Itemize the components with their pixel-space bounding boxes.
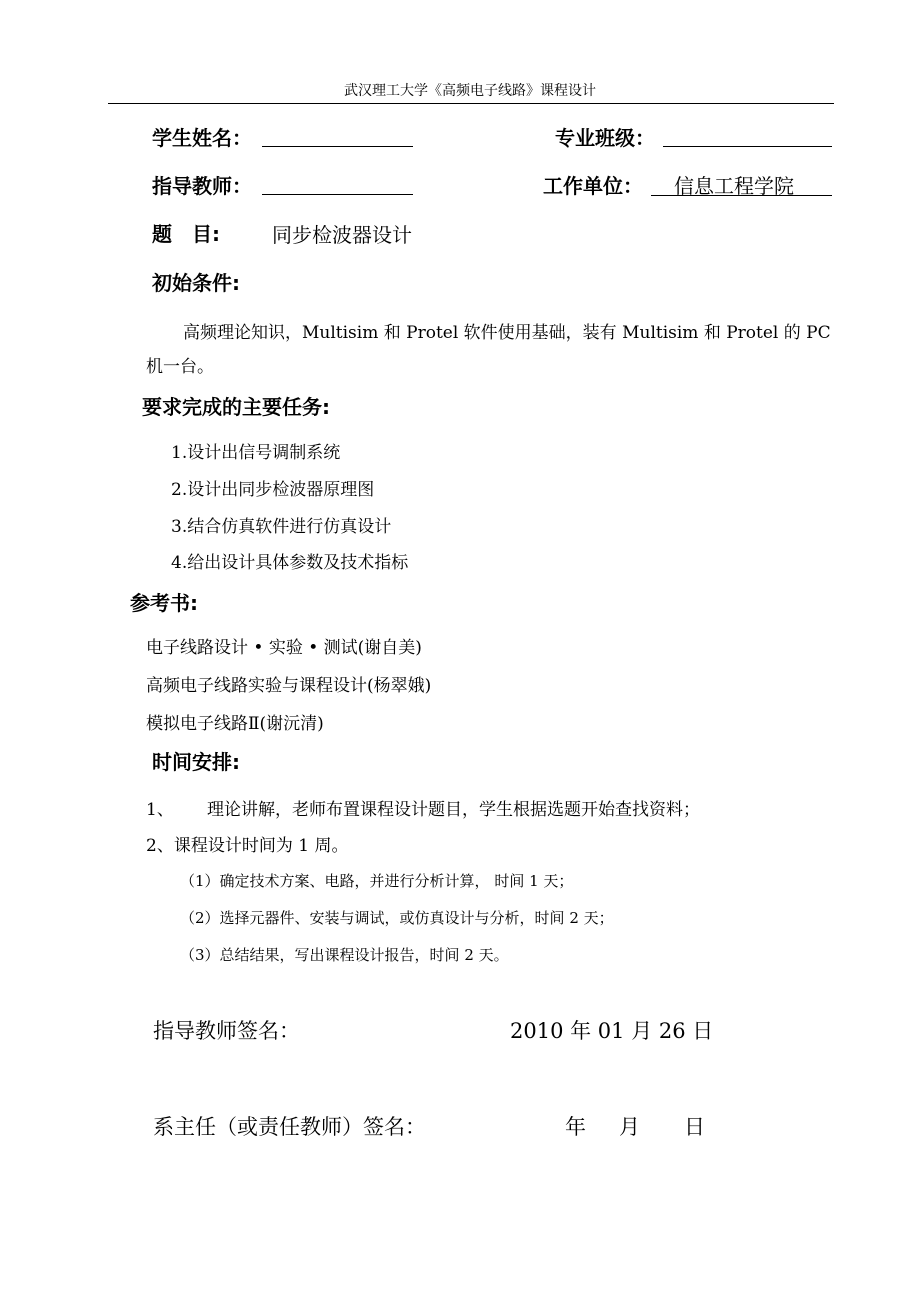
director-date-day: 日 [684, 1115, 705, 1139]
task-item: 1.设计出信号调制系统 [171, 443, 341, 463]
schedule-item1-text: 理论讲解，老师布置课程设计题目，学生根据选题开始查找资料； [207, 800, 700, 820]
work-unit-label: 工作单位： [543, 174, 643, 198]
advisor-field [262, 172, 413, 195]
header-divider [108, 103, 834, 104]
initial-conditions-heading: 初始条件: [152, 271, 240, 295]
schedule-item1-number: 1、 [146, 800, 174, 820]
student-name-field [262, 124, 413, 147]
task-item: 4.给出设计具体参数及技术指标 [171, 553, 409, 573]
references-heading: 参考书: [130, 591, 198, 615]
topic-value: 同步检波器设计 [272, 223, 412, 247]
advisor-label: 指导教师： [152, 174, 252, 198]
tasks-heading: 要求完成的主要任务: [142, 395, 330, 419]
schedule-heading: 时间安排: [152, 750, 240, 774]
director-date-month: 月 [619, 1115, 640, 1139]
work-unit-value: 信息工程学院 [674, 174, 794, 198]
advisor-signature-date: 2010 年 01 月 26 日 [510, 1019, 714, 1043]
reference-item: 电子线路设计 • 实验 • 测试(谢自美) [146, 638, 422, 658]
schedule-sub-item: （3）总结结果，写出课程设计报告，时间 2 天。 [180, 946, 509, 964]
work-unit-field [651, 168, 832, 196]
schedule-sub-item: （2）选择元器件、安装与调试，或仿真设计与分析，时间 2 天； [180, 909, 614, 927]
schedule-item2: 2、课程设计时间为 1 周。 [146, 836, 349, 856]
major-class-label: 专业班级： [555, 126, 655, 150]
advisor-signature-label: 指导教师签名： [153, 1019, 300, 1043]
page-header-title: 武汉理工大学《高频电子线路》课程设计 [344, 83, 596, 99]
reference-item: 模拟电子线路Ⅱ(谢沅清) [146, 714, 324, 734]
student-name-label: 学生姓名： [152, 126, 252, 150]
topic-label: 题 目: [152, 222, 220, 246]
initial-conditions-line1: 高频理论知识，Multisim 和 Protel 软件使用基础，装有 Multisim 和 Protel 的 PC [183, 323, 831, 343]
director-signature-label: 系主任（或责任教师）签名： [153, 1115, 426, 1139]
director-date-year: 年 [565, 1115, 586, 1139]
task-item: 3.结合仿真软件进行仿真设计 [171, 517, 392, 537]
schedule-sub-item: （1）确定技术方案、电路，并进行分析计算， 时间 1 天； [180, 872, 574, 890]
task-item: 2.设计出同步检波器原理图 [171, 480, 375, 500]
reference-item: 高频电子线路实验与课程设计(杨翠娥) [146, 676, 432, 696]
initial-conditions-line2: 机一台。 [146, 357, 214, 377]
major-class-field [663, 124, 832, 147]
